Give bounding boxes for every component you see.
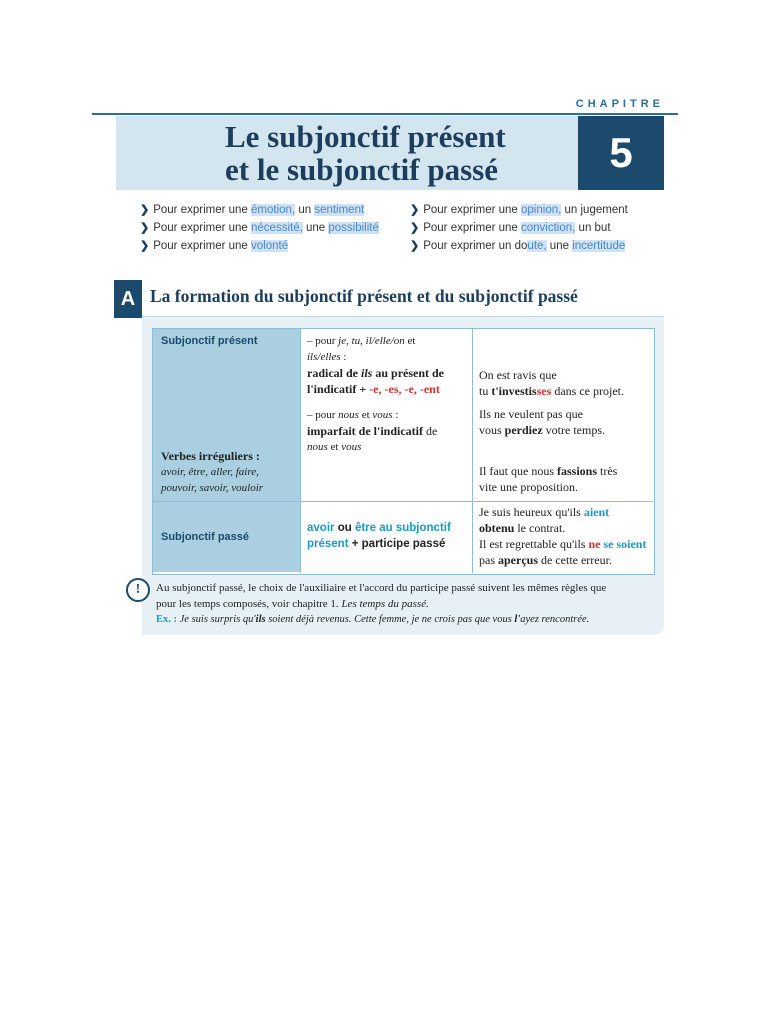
objective-item: ❯ Pour exprimer une émotion, un sentiment (140, 204, 365, 216)
example-passe: Je suis heureux qu'ils aient obtenu le contrat. Il est regrettable qu'ils ne se soient pas aperçus de cette erreur. (479, 505, 647, 567)
chapter-title-line2: et le subjonctif passé (225, 152, 498, 187)
objective-item: ❯ Pour exprimer une conviction, un but (410, 222, 611, 234)
table-divider (300, 329, 301, 573)
example-present-3: Il faut que nous fassions très vite une proposition. (479, 464, 618, 494)
objective-item: ❯ Pour exprimer une volonté (140, 240, 289, 252)
chevron-right-icon: ❯ (140, 240, 150, 252)
objective-item: ❯ Pour exprimer une nécessité, une possibilité (140, 222, 379, 234)
chevron-right-icon: ❯ (140, 222, 150, 234)
chevron-right-icon: ❯ (140, 204, 150, 216)
rule-passe: avoir ou être au subjonctif présent + participe passé (307, 522, 451, 550)
rule-singular: – pour je, tu, il/elle/on et ils/elles : radical de ils au présent de l'indicatif + -e, -es, -e, -ent (307, 335, 445, 396)
chapter-title (225, 120, 585, 186)
objective-item: ❯ Pour exprimer un doute, une incertitude (410, 240, 626, 252)
section-title: La formation du subjonctif présent et du subjonctif passé (150, 286, 578, 306)
irregular-verbs: Verbes irréguliers : avoir, être, aller, faire, pouvoir, savoir, vouloir (161, 449, 264, 494)
chapter-rule (92, 113, 678, 115)
chapter-label: CHAPITRE (575, 98, 664, 110)
chevron-right-icon: ❯ (410, 240, 420, 252)
rule-plural: – pour nous et vous : imparfait de l'indicatif de nous et vous (307, 409, 438, 453)
chapter-title-line1: Le subjonctif présent (225, 119, 506, 154)
warning-icon: ! (126, 578, 150, 602)
chevron-right-icon: ❯ (410, 204, 420, 216)
passe-label: Subjonctif passé (161, 531, 250, 543)
example-present-2: Ils ne veulent pas que vous perdiez votre temps. (479, 407, 605, 437)
objective-item: ❯ Pour exprimer une opinion, un jugement (410, 204, 628, 216)
table-divider (153, 501, 653, 502)
section-letter: A (114, 280, 142, 318)
note-text: Au subjonctif passé, le choix de l'auxiliaire et l'accord du participe passé suivent les mêmes règles que pour les temps composés, voir chapitre 1. Les temps du passé. Ex. : Je suis surpris qu'ils soient déjà revenus. Cette femme, je ne crois pas que vous l'ayez rencontrée. (156, 582, 607, 625)
chevron-right-icon: ❯ (410, 222, 420, 234)
chapter-number: 5 (578, 116, 664, 190)
example-present-1: On est ravis que tu t'investisses dans ce projet. (479, 368, 624, 398)
present-label: Subjonctif présent (161, 335, 258, 347)
table-divider (472, 329, 473, 573)
